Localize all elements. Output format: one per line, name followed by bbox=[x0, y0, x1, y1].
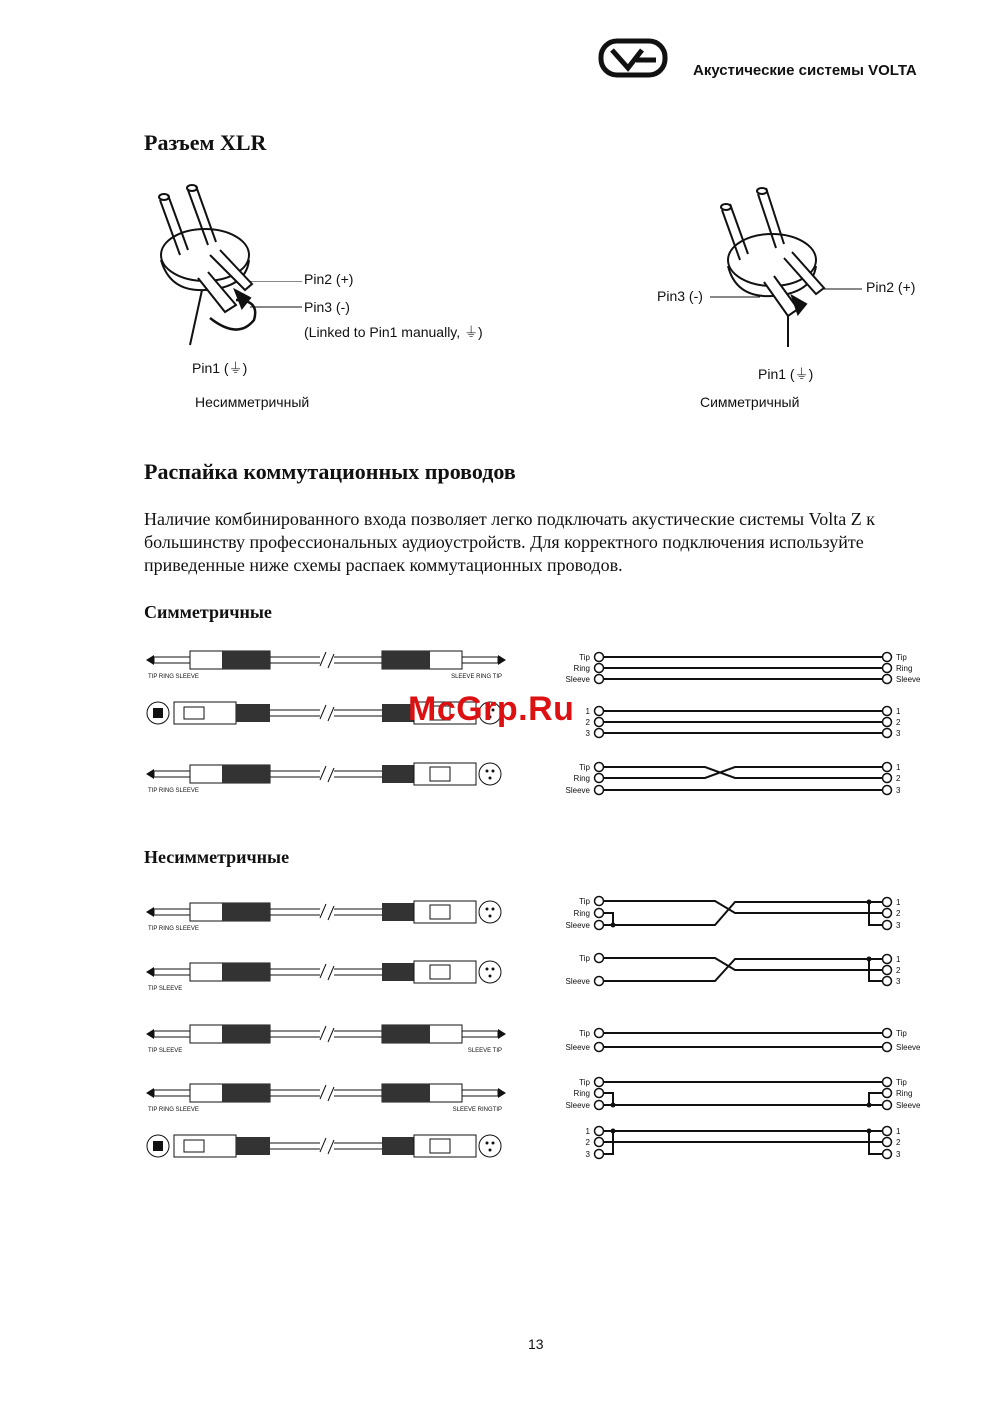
xlr-boot bbox=[382, 1137, 414, 1155]
pin-label-right: 3 bbox=[896, 977, 901, 986]
wiring-schematics bbox=[555, 645, 945, 1165]
pin-label-left: Sleeve bbox=[565, 675, 590, 684]
pin-label-right: Sleeve bbox=[896, 1043, 921, 1052]
volta-logo-icon bbox=[598, 38, 670, 80]
pin2-label-balanced: Pin2 (+) bbox=[866, 279, 916, 295]
terminal-node bbox=[595, 729, 604, 738]
cable-break bbox=[328, 654, 334, 668]
pin-label-left: Tip bbox=[579, 763, 590, 772]
cable-break bbox=[320, 904, 326, 918]
pin-label-left: Sleeve bbox=[565, 786, 590, 795]
pin3-note: (Linked to Pin1 manually, ⏚) bbox=[304, 324, 483, 340]
cable-break bbox=[320, 964, 326, 978]
xlr-pin bbox=[489, 975, 492, 978]
pin-label-right: Sleeve bbox=[896, 675, 921, 684]
jack-grip bbox=[222, 651, 270, 669]
xlr-pin bbox=[486, 770, 489, 773]
pin-label-right: 1 bbox=[896, 707, 901, 716]
xlr-latch bbox=[430, 1139, 450, 1153]
xlr-latch bbox=[430, 965, 450, 979]
jack-grip bbox=[382, 651, 430, 669]
pin-label-right: 2 bbox=[896, 909, 901, 918]
terminal-node bbox=[595, 977, 604, 986]
pin-label-right: 3 bbox=[896, 1150, 901, 1159]
cable-label: TIP SLEEVE bbox=[148, 1048, 183, 1054]
cable-break bbox=[328, 966, 334, 980]
pin-label-left: Ring bbox=[573, 909, 590, 918]
terminal-node bbox=[883, 718, 892, 727]
terminal-node bbox=[595, 653, 604, 662]
terminal-node bbox=[883, 729, 892, 738]
jack-grip bbox=[222, 1025, 270, 1043]
pin-label-left: Ring bbox=[573, 664, 590, 673]
xlr-pin bbox=[489, 777, 492, 780]
xlr-pin bbox=[489, 1149, 492, 1152]
pin-label-left: Tip bbox=[579, 653, 590, 662]
xlr-pin bbox=[486, 968, 489, 971]
pin-label-left: Sleeve bbox=[565, 1043, 590, 1052]
jack-shaft bbox=[462, 1031, 498, 1037]
pin3-label-balanced: Pin3 (-) bbox=[657, 288, 703, 304]
terminal-node bbox=[883, 909, 892, 918]
xlr-pin bbox=[492, 908, 495, 911]
wire bbox=[869, 1093, 882, 1105]
pin-label-left: 2 bbox=[585, 718, 590, 727]
cable-break bbox=[328, 707, 334, 721]
pin-label-right: 1 bbox=[896, 1127, 901, 1136]
terminal-node bbox=[595, 675, 604, 684]
terminal-node bbox=[595, 897, 604, 906]
schematic-trs-unbal-xlr bbox=[566, 897, 901, 931]
jack-grip bbox=[222, 1084, 270, 1102]
pin-label-right: Ring bbox=[896, 1089, 913, 1098]
cable-label: TIP RING SLEEVE bbox=[148, 1107, 199, 1113]
pin-label-left: 1 bbox=[585, 707, 590, 716]
terminal-node bbox=[883, 898, 892, 907]
watermark: McGrp.Ru bbox=[408, 690, 575, 728]
terminal-node bbox=[595, 1138, 604, 1147]
cable-break bbox=[320, 652, 326, 666]
schematic-xlr-xlr bbox=[586, 707, 901, 739]
pin-label-right: Ring bbox=[896, 664, 913, 673]
cable bbox=[146, 1025, 506, 1054]
terminal-node bbox=[595, 1127, 604, 1136]
pin-label-left: Sleeve bbox=[565, 1101, 590, 1110]
pin-leader-lines bbox=[250, 281, 302, 311]
solder-dot bbox=[867, 900, 872, 905]
solder-dot bbox=[867, 1103, 872, 1108]
pin-label-right: 1 bbox=[896, 763, 901, 772]
cable-break bbox=[328, 1140, 334, 1154]
jack-grip bbox=[222, 903, 270, 921]
pin-label-left: Ring bbox=[573, 774, 590, 783]
pin-label-left: Ring bbox=[573, 1089, 590, 1098]
jack-shaft bbox=[154, 969, 190, 975]
xlr-face bbox=[479, 1135, 501, 1157]
jack-grip bbox=[382, 1084, 430, 1102]
pin-label-left: 2 bbox=[585, 1138, 590, 1147]
page-number: 13 bbox=[528, 1336, 544, 1352]
jack-tip bbox=[146, 655, 154, 665]
solder-dot bbox=[867, 1129, 872, 1134]
schematic-ts-ts bbox=[566, 1029, 921, 1053]
jack-shaft bbox=[154, 1031, 190, 1037]
xlr-pin bbox=[153, 708, 163, 718]
terminal-node bbox=[595, 1089, 604, 1098]
terminal-node bbox=[883, 1127, 892, 1136]
pin3-label-unbalanced: Pin3 (-) bbox=[304, 299, 350, 315]
xlr-pin bbox=[489, 915, 492, 918]
xlr-boot bbox=[382, 903, 414, 921]
pin-label-left: 3 bbox=[585, 729, 590, 738]
ground-icon: ⏚) bbox=[464, 324, 483, 340]
terminal-node bbox=[883, 707, 892, 716]
xlr-body bbox=[174, 1135, 236, 1157]
terminal-node bbox=[883, 675, 892, 684]
cable-label: TIP RING SLEEVE bbox=[148, 674, 199, 680]
terminal-node bbox=[595, 774, 604, 783]
section-title-xlr: Разъем XLR bbox=[144, 130, 267, 155]
cable bbox=[146, 763, 501, 794]
terminal-node bbox=[595, 954, 604, 963]
pin-label-right: Sleeve bbox=[896, 1101, 921, 1110]
terminal-node bbox=[595, 763, 604, 772]
cable-break bbox=[320, 766, 326, 780]
pin-label-right: Tip bbox=[896, 1078, 907, 1087]
xlr-boot bbox=[382, 765, 414, 783]
solder-dot bbox=[867, 957, 872, 962]
jack-tip bbox=[498, 1088, 506, 1098]
section-title-wiring: Распайка коммутационных проводов bbox=[144, 459, 516, 484]
jack-shaft bbox=[154, 909, 190, 915]
pin-label-right: Tip bbox=[896, 1029, 907, 1038]
pin-leader-lines bbox=[710, 285, 862, 301]
cable bbox=[146, 961, 501, 992]
xlr-boot bbox=[236, 1137, 270, 1155]
terminal-node bbox=[595, 786, 604, 795]
xlr-pin bbox=[492, 770, 495, 773]
terminal-node bbox=[883, 1138, 892, 1147]
pin-label-right: Tip bbox=[896, 653, 907, 662]
terminal-node bbox=[883, 977, 892, 986]
cable-label: SLEEVE TIP bbox=[467, 1048, 502, 1054]
jack-tip bbox=[146, 769, 154, 779]
pin-label-left: Tip bbox=[579, 1029, 590, 1038]
terminal-node bbox=[595, 718, 604, 727]
pin-label-left: 1 bbox=[585, 1127, 590, 1136]
xlr-boot bbox=[236, 704, 270, 722]
cable-break bbox=[320, 1085, 326, 1099]
pin-label-left: Tip bbox=[579, 1078, 590, 1087]
pin-label-right: 3 bbox=[896, 786, 901, 795]
solder-dot bbox=[611, 1103, 616, 1108]
solder-dot bbox=[611, 923, 616, 928]
terminal-node bbox=[883, 966, 892, 975]
pin-label-right: 2 bbox=[896, 774, 901, 783]
jack-tip bbox=[498, 655, 506, 665]
terminal-node bbox=[595, 664, 604, 673]
terminal-node bbox=[883, 955, 892, 964]
xlr-face bbox=[479, 901, 501, 923]
solder-dot bbox=[611, 1129, 616, 1134]
xlr-pin bbox=[486, 1142, 489, 1145]
cable-break bbox=[320, 1138, 326, 1152]
cable bbox=[147, 1135, 501, 1157]
caption-unbalanced: Несимметричный bbox=[195, 394, 310, 410]
schematic-ts-xlr bbox=[566, 954, 901, 987]
brand-title: Акустические системы VOLTA bbox=[693, 62, 917, 79]
xlr-body bbox=[174, 702, 236, 724]
cable-break bbox=[328, 1087, 334, 1101]
schematic-trs-trs-unbal bbox=[566, 1078, 921, 1111]
terminal-node bbox=[883, 1150, 892, 1159]
terminal-node bbox=[883, 1101, 892, 1110]
terminal-node bbox=[883, 1078, 892, 1087]
pin-label-left: 3 bbox=[585, 1150, 590, 1159]
xlr-pin bbox=[153, 1141, 163, 1151]
ground-icon: ⏚) bbox=[794, 366, 814, 382]
cable-break bbox=[328, 906, 334, 920]
jack-shaft bbox=[462, 657, 498, 663]
pin-label-left: Sleeve bbox=[565, 977, 590, 986]
xlr-unbalanced-illustration bbox=[150, 180, 310, 370]
terminal-node bbox=[595, 1029, 604, 1038]
terminal-node bbox=[883, 1089, 892, 1098]
caption-balanced: Симметричный bbox=[700, 394, 800, 410]
subsection-balanced: Симметричные bbox=[144, 602, 272, 622]
terminal-node bbox=[883, 763, 892, 772]
pin-label-right: 1 bbox=[896, 955, 901, 964]
jack-shaft bbox=[154, 1090, 190, 1096]
cable-label: SLEEVE RING TIP bbox=[451, 674, 502, 680]
xlr-face bbox=[479, 763, 501, 785]
ground-icon: ⏚) bbox=[228, 360, 248, 376]
pin-label-left: Tip bbox=[579, 897, 590, 906]
terminal-node bbox=[595, 1101, 604, 1110]
pin-label-right: 3 bbox=[896, 729, 901, 738]
jack-shaft bbox=[154, 771, 190, 777]
xlr-latch bbox=[430, 767, 450, 781]
jack-tip bbox=[146, 1029, 154, 1039]
jack-tip bbox=[498, 1029, 506, 1039]
cable-label: SLEEVE RINGTIP bbox=[452, 1107, 502, 1113]
terminal-node bbox=[883, 1029, 892, 1038]
cable-break bbox=[320, 705, 326, 719]
wire bbox=[604, 767, 882, 778]
xlr-balanced-illustration bbox=[712, 182, 852, 352]
terminal-node bbox=[595, 909, 604, 918]
wiring-paragraph: Наличие комбинированного входа позволяет легко подключать акустические системы Volta Z к большинству профессиональных аудиоустройств. Для корректного подключения используйте приведенные ниже схемы распаек коммутационных проводов. bbox=[144, 509, 876, 575]
schematic-xlr-xlr-unbal bbox=[586, 1127, 901, 1160]
pin-label-right: 3 bbox=[896, 921, 901, 930]
terminal-node bbox=[883, 786, 892, 795]
pin-label-right: 2 bbox=[896, 1138, 901, 1147]
pin-label-left: Sleeve bbox=[565, 921, 590, 930]
pin-label-right: 2 bbox=[896, 718, 901, 727]
terminal-node bbox=[595, 1150, 604, 1159]
xlr-latch bbox=[430, 905, 450, 919]
cable-label: TIP SLEEVE bbox=[148, 986, 183, 992]
terminal-node bbox=[595, 921, 604, 930]
terminal-node bbox=[883, 653, 892, 662]
jack-tip bbox=[146, 967, 154, 977]
xlr-latch bbox=[184, 707, 204, 719]
cable-break bbox=[320, 1026, 326, 1040]
xlr-boot bbox=[382, 963, 414, 981]
pin-label-right: 1 bbox=[896, 898, 901, 907]
jack-shaft bbox=[462, 1090, 498, 1096]
pin1-label-balanced: Pin1 (⏚) bbox=[758, 366, 814, 382]
terminal-node bbox=[595, 1078, 604, 1087]
terminal-node bbox=[883, 1043, 892, 1052]
cable-label: TIP RING SLEEVE bbox=[148, 788, 199, 794]
terminal-node bbox=[595, 1043, 604, 1052]
cable bbox=[146, 901, 501, 932]
pin-label-right: 2 bbox=[896, 966, 901, 975]
wire bbox=[604, 767, 882, 778]
jack-tip bbox=[146, 1088, 154, 1098]
terminal-node bbox=[883, 664, 892, 673]
cable-break bbox=[328, 1028, 334, 1042]
terminal-node bbox=[883, 774, 892, 783]
xlr-pin bbox=[492, 968, 495, 971]
xlr-pin bbox=[492, 1142, 495, 1145]
schematic-trs-xlr bbox=[566, 763, 901, 796]
cable-label: TIP RING SLEEVE bbox=[148, 926, 199, 932]
xlr-latch bbox=[184, 1140, 204, 1152]
xlr-face bbox=[479, 961, 501, 983]
cable bbox=[146, 651, 506, 680]
jack-grip bbox=[222, 963, 270, 981]
cable bbox=[146, 1084, 506, 1113]
jack-shaft bbox=[154, 657, 190, 663]
pin1-label-unbalanced: Pin1 (⏚) bbox=[192, 360, 248, 376]
subsection-unbalanced: Несимметричные bbox=[144, 847, 290, 867]
jack-grip bbox=[222, 765, 270, 783]
terminal-node bbox=[595, 707, 604, 716]
pin-label-left: Tip bbox=[579, 954, 590, 963]
pin2-label-unbalanced: Pin2 (+) bbox=[304, 271, 354, 287]
schematic-trs-trs bbox=[566, 653, 921, 685]
xlr-pin bbox=[486, 908, 489, 911]
jack-grip bbox=[382, 1025, 430, 1043]
terminal-node bbox=[883, 921, 892, 930]
jack-tip bbox=[146, 907, 154, 917]
cable-break bbox=[328, 768, 334, 782]
